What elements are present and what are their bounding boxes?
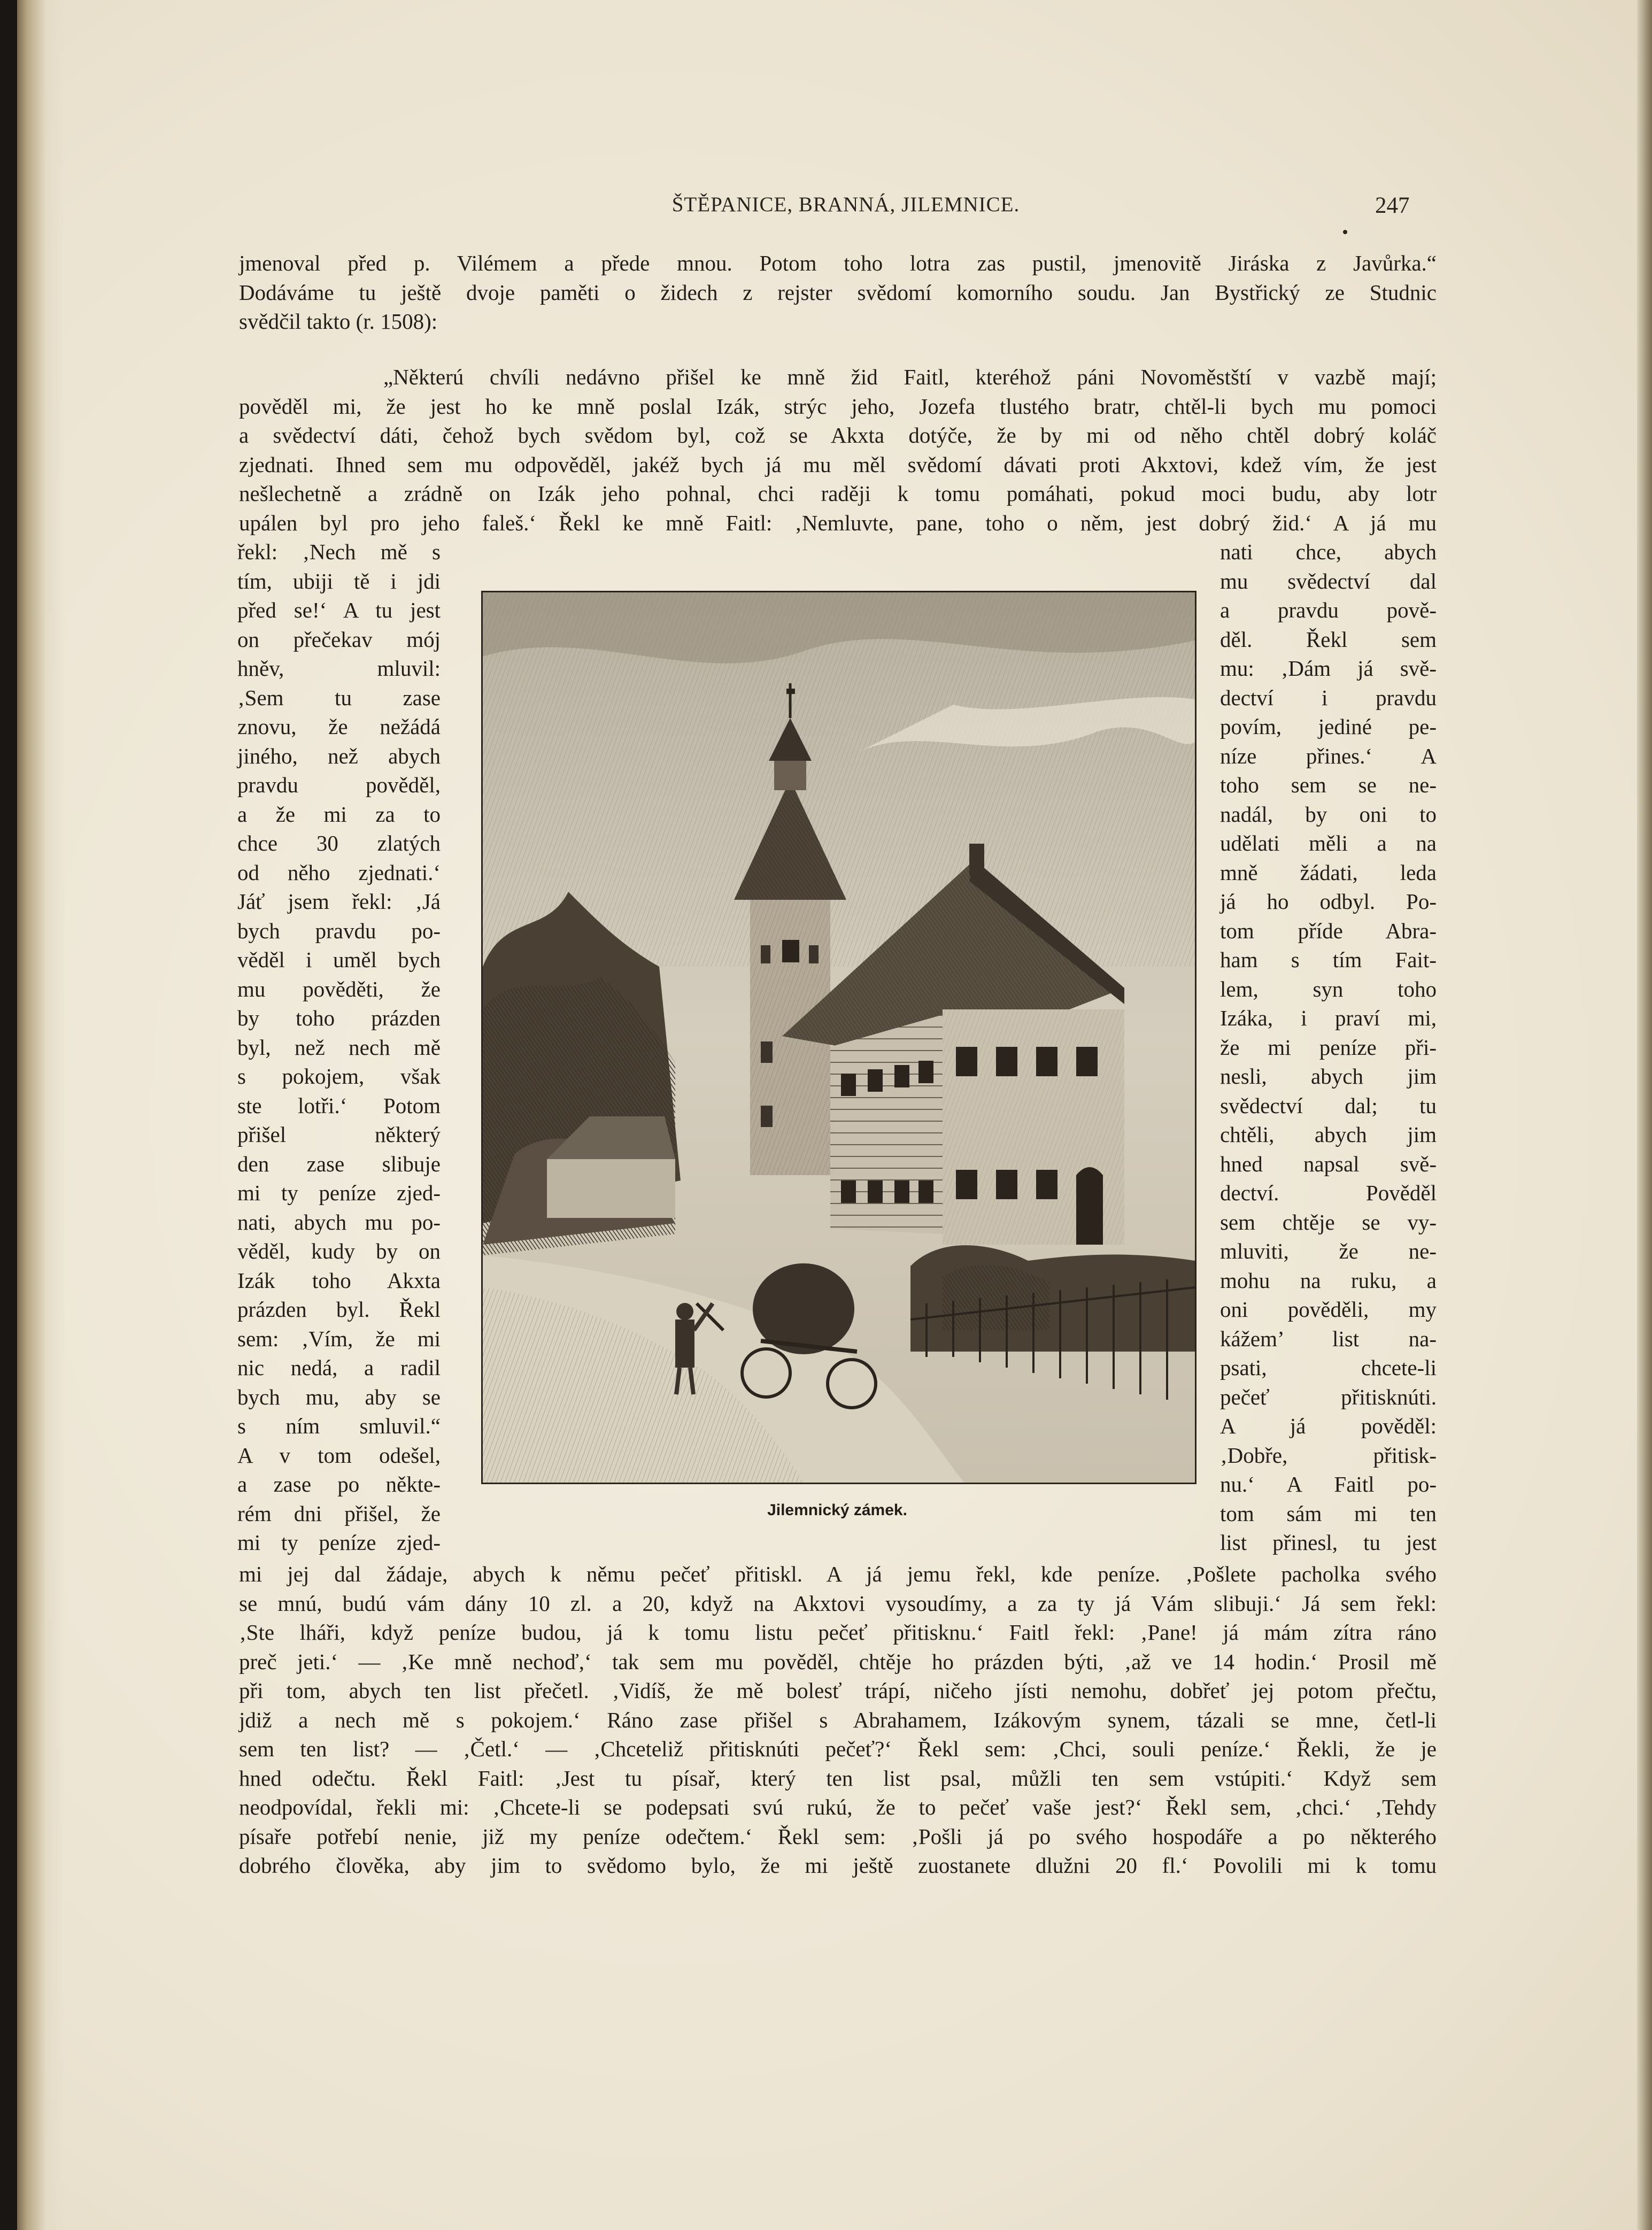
page-edge	[1637, 0, 1652, 2230]
text-line: nešlechetně a zrádně on Izák jeho pohnal, chci raději k tomu pomáhati, pokud moci budu, aby lotr	[239, 481, 1437, 506]
text-line: prázden byl. Řekl	[237, 1297, 441, 1322]
left-text-column	[237, 537, 441, 1557]
text-line: mluviti, že ne-	[1220, 1239, 1437, 1263]
text-line: neodpovídal, řekli mi: ‚Chcete-li se podepsati svú rukú, že to pečeť vaše jest?‘ Řekl sem, ‚chci.‘ ‚Tehdy	[239, 1795, 1437, 1819]
text-line: mu svědectví dal	[1220, 568, 1437, 593]
text-line: preč jeti.‘ — ‚Ke mně nechoď,‘ tak sem mu pověděl, chtěje ho prázden býti, ‚až ve 14 hodin.‘ Prosil mě	[239, 1649, 1437, 1674]
text-line: chtěli, abych jim	[1220, 1122, 1437, 1147]
running-header: ŠTĚPANICE, BRANNÁ, JILEMNICE.	[671, 193, 1020, 216]
text-line: při tom, abych ten list přečetl. ‚Vidíš, že mě bolesť trápí, ničeho jísti nemohu, dobřeť jej potom přečtu,	[239, 1678, 1437, 1703]
text-line: kážem’ list na-	[1220, 1326, 1437, 1351]
right-text-column	[1220, 537, 1437, 1557]
text-line: já ho odbyl. Po-	[1220, 889, 1437, 914]
text-line: Izáka, i praví mi,	[1220, 1006, 1437, 1030]
text-line: mně žádati, leda	[1220, 860, 1437, 885]
text-line: upálen byl pro jeho faleš.‘ Řekl ke mně Faitl: ‚Nemluvte, pane, toho o něm, jest dobrý žid.‘ A já mu	[239, 510, 1437, 535]
text-line: by toho prázden	[237, 1006, 441, 1030]
engraving-illustration	[483, 592, 1195, 1483]
text-line: ‚Dobře, přitisk-	[1220, 1442, 1437, 1468]
text-line: a svědectví dáti, čehož bych svědom byl, což se Akxta dotýče, že by mi od něho chtěl dobrý koláč	[239, 423, 1437, 447]
text-line: Dodáváme tu ještě dvoje paměti o židech z rejster svědomí komorního soudu. Jan Bystřický ze Studnic	[239, 280, 1437, 305]
top-text-block	[239, 249, 1437, 336]
bottom-text-block	[239, 1560, 1437, 1880]
text-line: A já pověděl:	[1220, 1414, 1437, 1438]
ink-speck	[1343, 230, 1347, 234]
text-line: níze přines.‘ A	[1220, 743, 1437, 768]
text-line: mi ty peníze zjed-	[237, 1530, 441, 1555]
text-line: a že mi za to	[237, 801, 441, 827]
text-line: tom sám mi ten	[1220, 1501, 1437, 1526]
text-line: lem, syn toho	[1220, 976, 1437, 1001]
text-line: jdiž a nech mě s pokojem.‘ Ráno zase přišel s Abrahamem, Izákovým synem, tázali se mne, četl-li	[239, 1707, 1437, 1732]
text-line: dectví. Pověděl	[1220, 1180, 1437, 1205]
text-line: sem chtěje se vy-	[1220, 1209, 1437, 1234]
text-line: tom příde Abra-	[1220, 918, 1437, 943]
text-line: nic nedá, a radil	[237, 1355, 441, 1380]
text-line: sem: ‚Vím, že mi	[237, 1326, 441, 1351]
text-line: nati chce, abych	[1220, 539, 1437, 564]
text-line: on přečekav mój	[237, 627, 441, 652]
text-line: ste lotři.‘ Potom	[237, 1093, 441, 1118]
text-line: bych pravdu po-	[237, 918, 441, 943]
castle-engraving	[481, 591, 1196, 1484]
text-line: den zase slibuje	[237, 1151, 441, 1176]
text-line: udělati měli a na	[1220, 831, 1437, 855]
text-line: pravdu pověděl,	[237, 773, 441, 797]
text-line: písaře potřebí nenie, již my peníze odečtem.‘ Řekl sem: ‚Pošli já po svého hospodáře a po některého	[239, 1824, 1437, 1849]
text-line: dobrého člověka, aby jim to svědomo bylo, že mi ještě zuostanete dlužni 20 fl.‘ Povolili mi k tomu	[239, 1853, 1437, 1878]
text-line: oni pověděli, my	[1220, 1297, 1437, 1322]
text-line: ‚Sem tu zase	[237, 685, 441, 710]
text-line: nesli, abych jim	[1220, 1064, 1437, 1089]
text-line: s ním smluvil.“	[237, 1414, 441, 1438]
text-line: svědectví dal; tu	[1220, 1093, 1437, 1118]
text-line: nati, abych mu po-	[237, 1209, 441, 1234]
text-line: „Některú chvíli nedávno přišel ke mně žid Faitl, kteréhož páni Novoměstští v vazbě mají;	[383, 365, 1437, 389]
text-line: děl. Řekl sem	[1220, 627, 1437, 652]
text-line: svědčil takto (r. 1508):	[239, 309, 438, 334]
text-line: mi ty peníze zjed-	[237, 1180, 441, 1205]
text-line: sem ten list? — ‚Četl.‘ — ‚Chceteliž přitisknúti pečeť?‘ Řekl sem: ‚Chci, souli peníze.‘ Řekli, že je	[239, 1737, 1437, 1761]
text-line: byl, než nech mě	[237, 1035, 441, 1060]
text-line: mi jej dal žádaje, abych k němu pečeť přitiskl. A já jemu řekl, kde peníze. ‚Pošlete pacholka svého	[239, 1562, 1437, 1586]
text-line: psati, chcete-li	[1220, 1355, 1437, 1380]
text-line: list přinesl, tu jest	[1220, 1530, 1437, 1555]
text-line: Jáť jsem řekl: ‚Já	[237, 889, 441, 914]
text-line: věděl i uměl bych	[237, 947, 441, 972]
text-line: nu.‘ A Faitl po-	[1220, 1472, 1437, 1496]
figure-caption: Jilemnický zámek.	[767, 1501, 907, 1519]
text-line: pečeť přitisknúti.	[1220, 1384, 1437, 1409]
text-line: a pravdu pově-	[1220, 598, 1437, 622]
text-line: mohu na ruku, a	[1220, 1268, 1437, 1293]
text-line: se mnú, budú vám dány 10 zl. a 20, když na Akxtovi vysoudímy, a za ty já Vám slibuji.‘ Já sem řekl:	[239, 1591, 1437, 1616]
text-line: mu: ‚Dám já svě-	[1220, 656, 1437, 681]
text-line: a zase po někte-	[237, 1472, 441, 1496]
text-line: před se!‘ A tu jest	[237, 598, 441, 622]
text-line: hned napsal svě-	[1220, 1151, 1437, 1176]
text-line: ‚Ste lháři, když peníze budou, já k tomu listu pečeť přitisknu.‘ Faitl řekl: ‚Pane! já mám zítra ráno	[239, 1620, 1437, 1645]
text-line: hned odečtu. Řekl Faitl: ‚Jest tu písař, který ten list psal, můžli ten sem vstúpiti.‘ Když sem	[239, 1765, 1437, 1791]
text-line: tím, ubiji tě i jdi	[237, 568, 441, 593]
text-line: od něho zjednati.‘	[237, 860, 441, 885]
text-line: mu pověděti, že	[237, 976, 441, 1001]
text-line: chce 30 zlatých	[237, 831, 441, 855]
text-line: A v tom odešel,	[237, 1442, 441, 1468]
text-line: řekl: ‚Nech mě s	[237, 539, 441, 564]
text-line: jiného, než abych	[237, 743, 441, 768]
text-line: povím, jediné pe-	[1220, 714, 1437, 739]
text-line: ham s tím Fait-	[1220, 947, 1437, 972]
text-line: rém dni přišel, že	[237, 1501, 441, 1526]
paragraph-block	[239, 362, 1437, 537]
text-line: přišel některý	[237, 1122, 441, 1147]
text-line: toho sem se ne-	[1220, 773, 1437, 797]
text-line: pověděl mi, že jest ho ke mně poslal Izák, strýc jeho, Jozefa tlustého bratr, chtěl-li bych mu pomoci	[239, 393, 1437, 419]
text-line: věděl, kudy by on	[237, 1239, 441, 1263]
page-number: 247	[1375, 193, 1410, 218]
text-line: dectví i pravdu	[1220, 685, 1437, 710]
text-line: jmenoval před p. Vilémem a přede mnou. Potom toho lotra zas pustil, jmenovitě Jiráska z Javůrka.“	[239, 251, 1437, 275]
page-fold-shadow	[17, 0, 65, 2230]
text-line: s pokojem, však	[237, 1064, 441, 1089]
text-line: hněv, mluvil:	[237, 656, 441, 681]
text-line: bych mu, aby se	[237, 1384, 441, 1409]
text-line: zjednati. Ihned sem mu odpověděl, jakéž bych já mu měl svědomí dávati proti Akxtovi, kdež vím, že jest	[239, 452, 1437, 477]
text-line: znovu, že nežádá	[237, 714, 441, 739]
text-line: Izák toho Akxta	[237, 1268, 441, 1293]
text-line: že mi peníze při-	[1220, 1035, 1437, 1060]
book-page	[17, 0, 1652, 2230]
text-line: nadál, by oni to	[1220, 801, 1437, 827]
